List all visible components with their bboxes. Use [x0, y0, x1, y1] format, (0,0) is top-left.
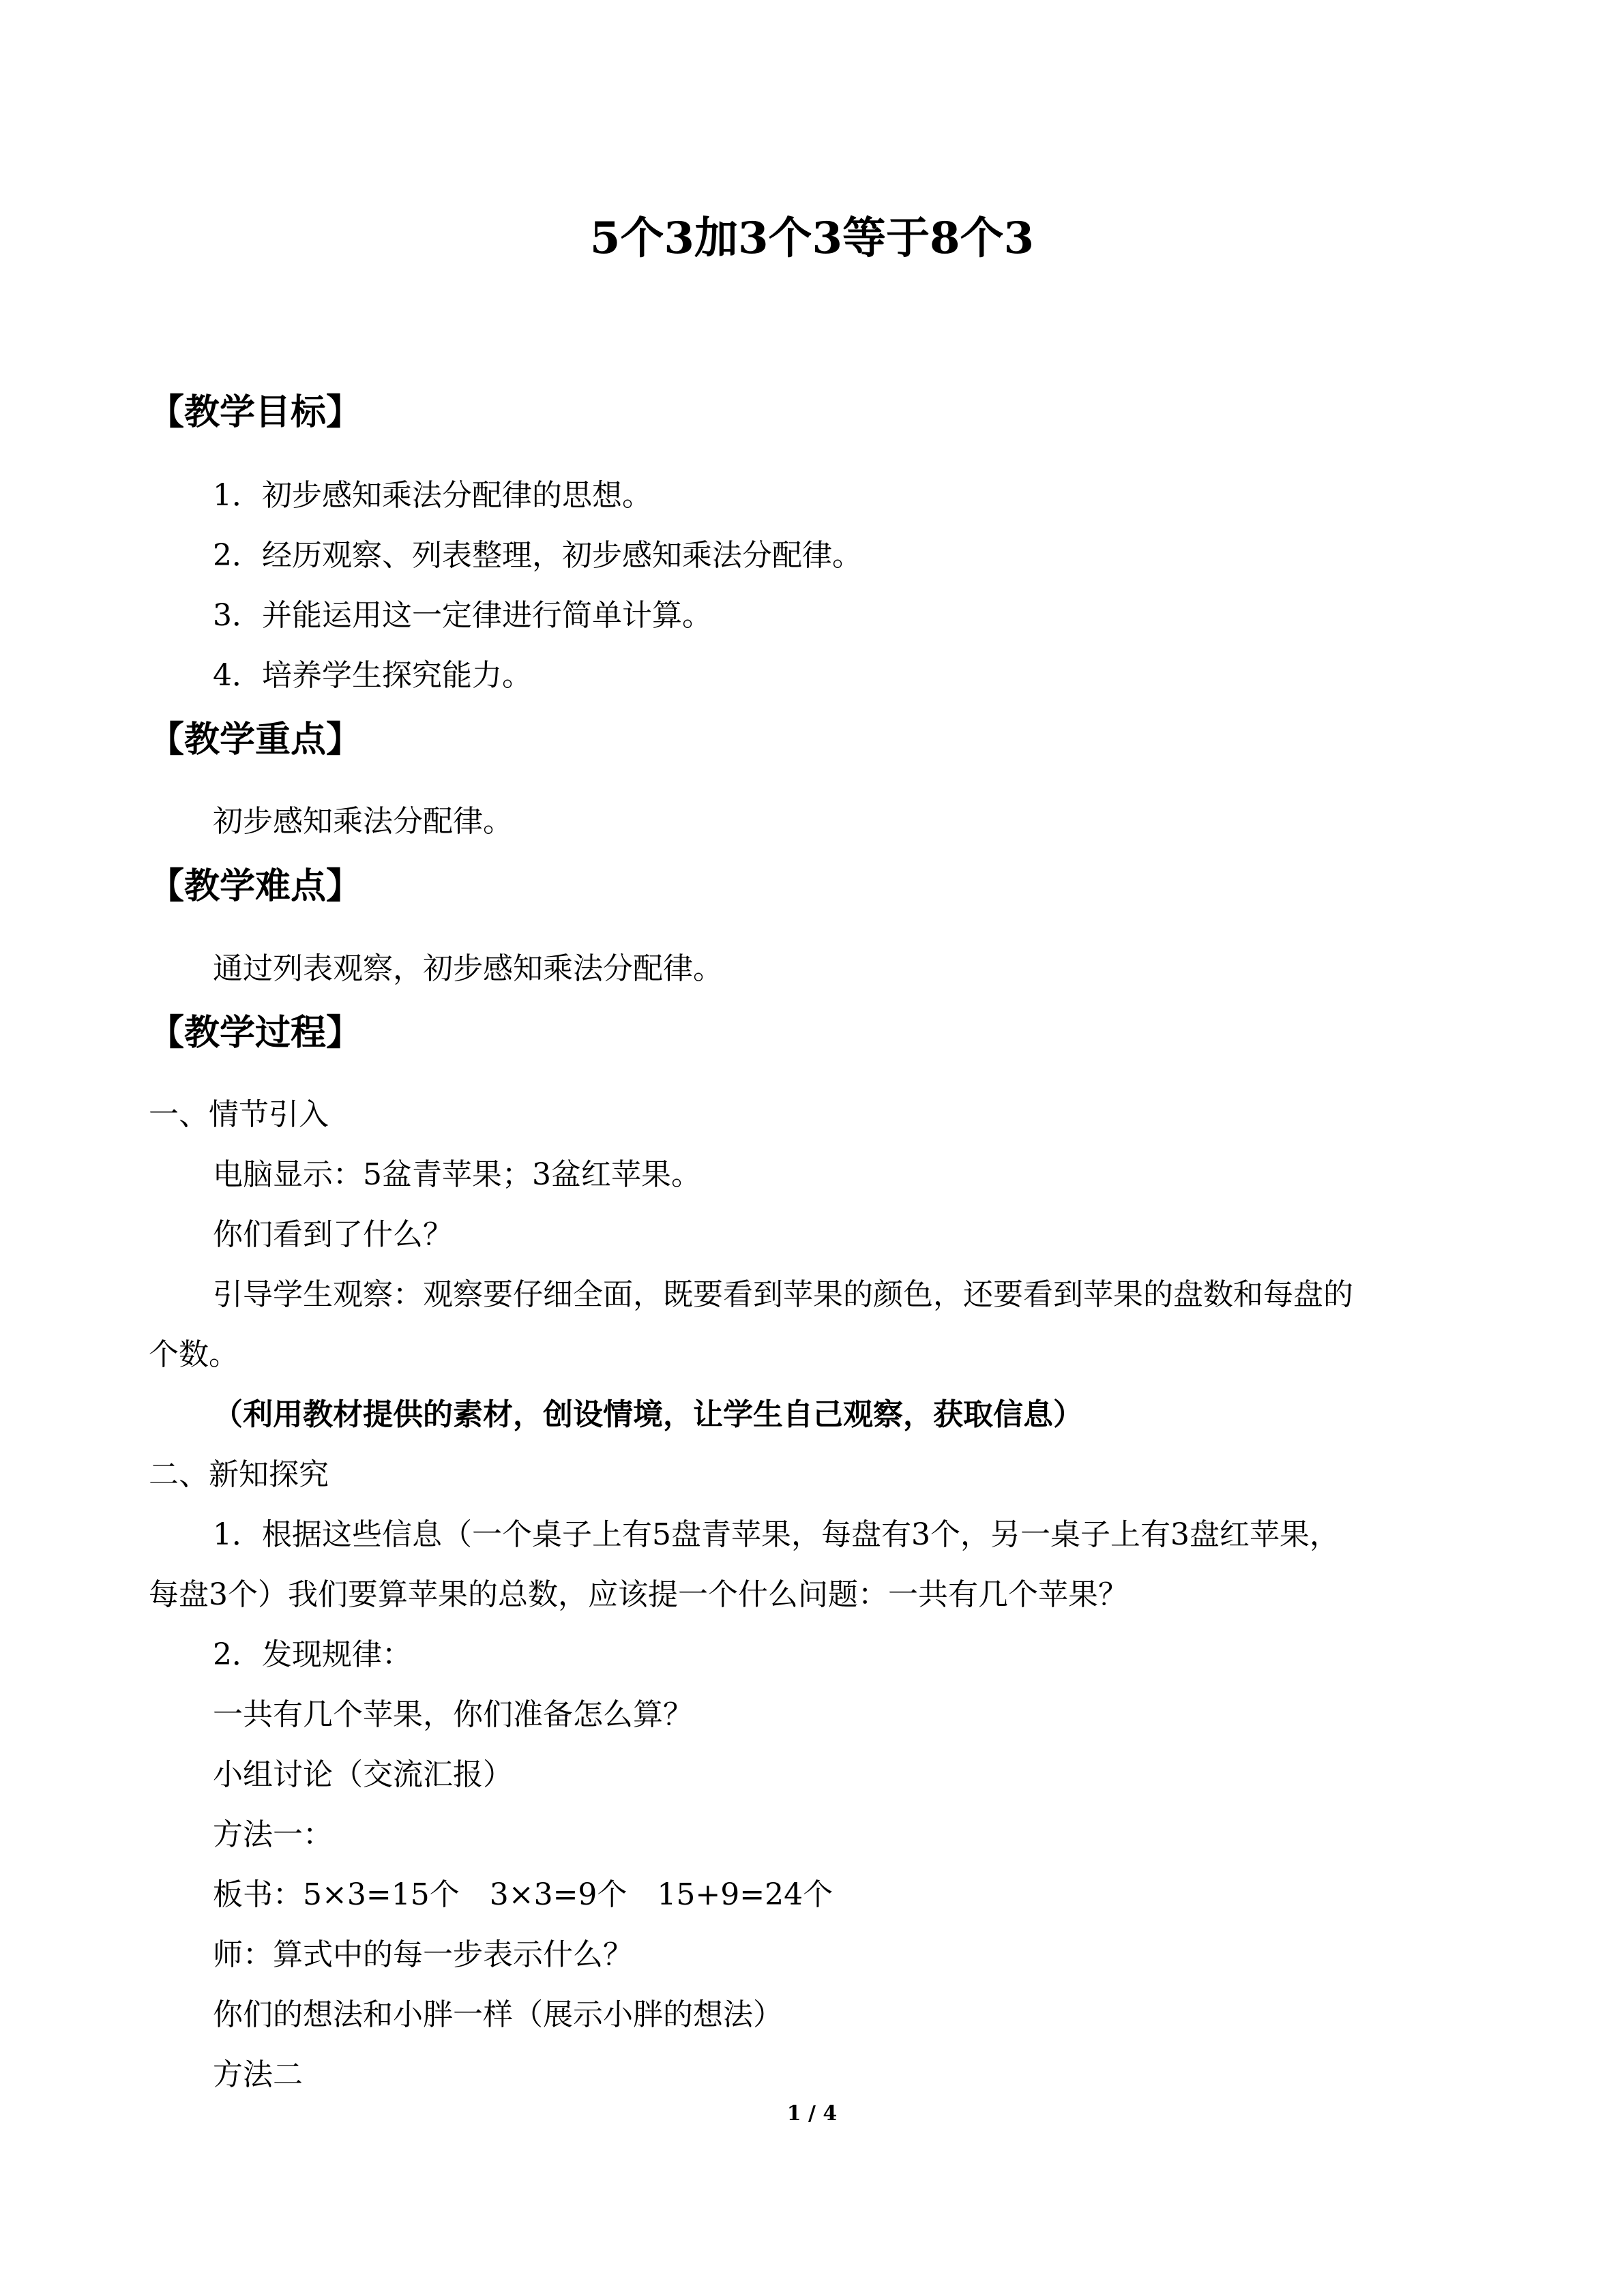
objective-item-1: 1．初步感知乘法分配律的思想。	[213, 478, 652, 513]
process-part2-line: 2．发现规律：	[213, 1637, 412, 1672]
process-part2-line: 每盘3个）我们要算苹果的总数，应该提一个什么问题：一共有几个苹果？	[149, 1577, 1128, 1612]
heading-difficulties: 【教学难点】	[149, 865, 362, 907]
process-part1-line: 电脑显示：5盆青苹果；3盆红苹果。	[213, 1157, 701, 1192]
process-part2-line: 方法一：	[213, 1817, 333, 1852]
process-part1-line: 你们看到了什么？	[213, 1217, 453, 1252]
objective-item-4: 4．培养学生探究能力。	[213, 658, 532, 693]
process-part2-line: 板书：5×3=15个 3×3=9个 15+9=24个	[213, 1877, 833, 1912]
heading-key-points: 【教学重点】	[149, 719, 362, 760]
process-part2-line: 1．根据这些信息（一个桌子上有5盘青苹果，每盘有3个，另一桌子上有3盘红苹果，	[213, 1517, 1340, 1552]
process-part2-line: 你们的想法和小胖一样（展示小胖的想法）	[213, 1997, 783, 2032]
key-points-text: 初步感知乘法分配律。	[213, 804, 513, 839]
process-part1-line: 个数。	[149, 1337, 239, 1372]
process-part2-line: 方法二	[213, 2057, 303, 2092]
process-part1-line: 引导学生观察：观察要仔细全面，既要看到苹果的颜色，还要看到苹果的盘数和每盘的	[213, 1277, 1353, 1312]
document-title: 5个3加3个3等于8个3	[589, 213, 1035, 264]
objective-item-3: 3．并能运用这一定律进行简单计算。	[213, 598, 712, 633]
process-part2-label: 二、新知探究	[149, 1457, 329, 1492]
process-part2-line: 一共有几个苹果，你们准备怎么算？	[213, 1697, 693, 1732]
process-part2-line: 师：算式中的每一步表示什么？	[213, 1937, 633, 1972]
heading-process: 【教学过程】	[149, 1012, 362, 1054]
difficulties-text: 通过列表观察，初步感知乘法分配律。	[213, 951, 723, 986]
page-number: 1 / 4	[786, 2102, 838, 2126]
process-part1-note: （利用教材提供的素材，创设情境，让学生自己观察，获取信息）	[213, 1397, 1083, 1432]
process-part2-line: 小组讨论（交流汇报）	[213, 1757, 513, 1792]
process-part1-label: 一、情节引入	[149, 1097, 329, 1132]
heading-objectives: 【教学目标】	[149, 391, 362, 433]
objective-item-2: 2．经历观察、列表整理，初步感知乘法分配律。	[213, 538, 862, 573]
